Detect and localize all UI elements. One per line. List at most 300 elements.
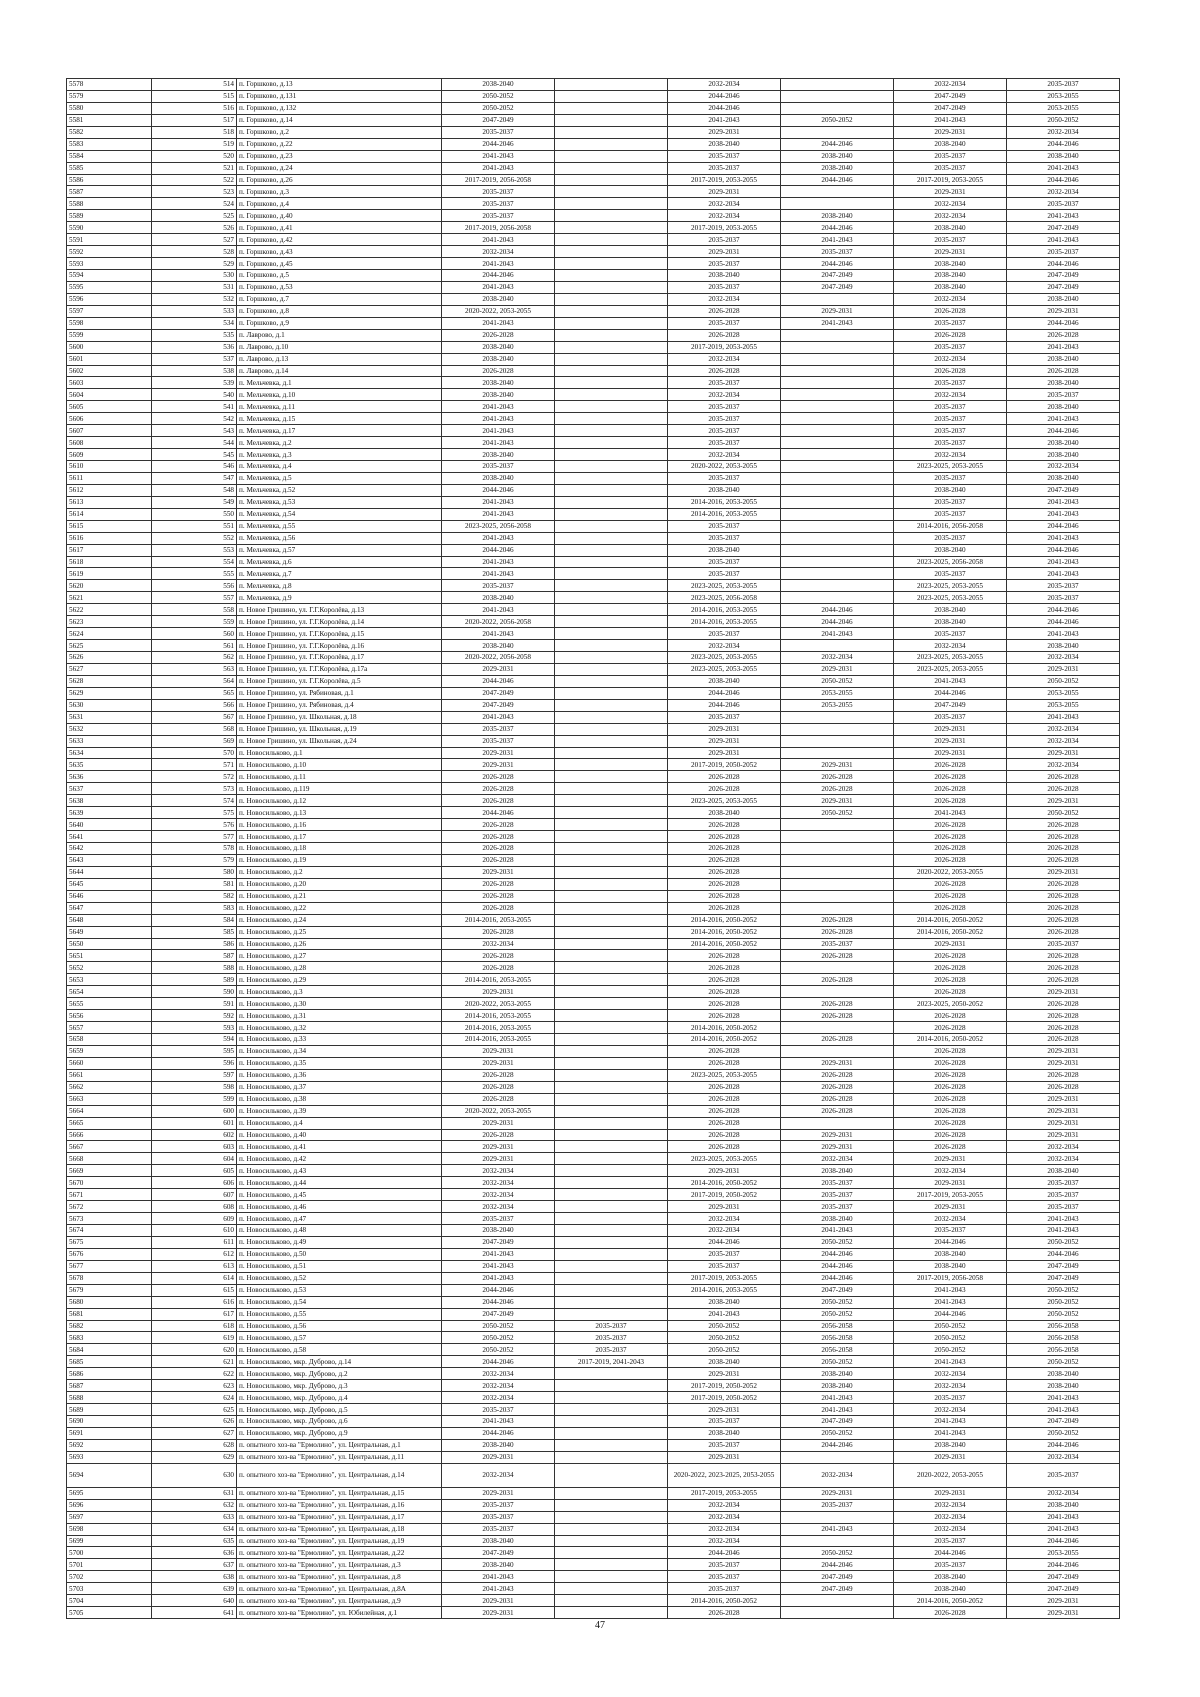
address-cell: п. Новосильково, д.33 [237, 1034, 442, 1046]
period-cell: 2029-2031 [894, 1153, 1007, 1165]
period-cell: 2029-2031 [668, 1201, 781, 1213]
period-cell: 2041-2043 [442, 281, 555, 293]
table-row [67, 1045, 1120, 1057]
period-cell: 2035-2037 [668, 425, 781, 437]
period-cell: 2035-2037 [1007, 1201, 1120, 1213]
period-cell: 2014-2016, 2053-2055 [442, 974, 555, 986]
item-number: 634 [152, 1523, 237, 1535]
period-cell [555, 1535, 668, 1547]
item-number: 554 [152, 556, 237, 568]
table-row [67, 580, 1120, 592]
period-cell: 2032-2034 [894, 293, 1007, 305]
row-number: 5695 [67, 1487, 152, 1499]
period-cell: 2032-2034 [442, 1368, 555, 1380]
period-cell: 2038-2040 [442, 1535, 555, 1547]
address-cell: п. опытного хоз-ва "Ермолино", ул. Центральная, д.8 [237, 1571, 442, 1583]
period-cell: 2044-2046 [442, 675, 555, 687]
period-cell: 2050-2052 [1007, 114, 1120, 126]
address-cell: п. Новосильково, д.51 [237, 1260, 442, 1272]
period-cell: 2035-2037 [442, 1511, 555, 1523]
period-cell: 2050-2052 [1007, 1427, 1120, 1439]
period-cell: 2041-2043 [1007, 628, 1120, 640]
address-cell: п. Горшково, д.131 [237, 90, 442, 102]
address-cell: п. Новосильково, д.1 [237, 747, 442, 759]
address-cell: п. Новосильково, д.49 [237, 1236, 442, 1248]
table-row [67, 723, 1120, 735]
address-cell: п. Новосильково, д.37 [237, 1081, 442, 1093]
item-number: 592 [152, 1010, 237, 1022]
row-number: 5669 [67, 1165, 152, 1177]
period-cell: 2041-2043 [442, 1248, 555, 1260]
period-cell: 2026-2028 [668, 1129, 781, 1141]
period-cell: 2035-2037 [781, 1189, 894, 1201]
period-cell [555, 1093, 668, 1105]
period-cell [781, 1022, 894, 1034]
table-row [67, 1499, 1120, 1511]
address-cell: п. опытного хоз-ва "Ермолино", ул. Центральная, д.18 [237, 1523, 442, 1535]
table-row [67, 210, 1120, 222]
period-cell: 2032-2034 [894, 389, 1007, 401]
item-number: 588 [152, 962, 237, 974]
table-row [67, 353, 1120, 365]
period-cell: 2044-2046 [894, 1308, 1007, 1320]
period-cell: 2014-2016, 2053-2055 [442, 1010, 555, 1022]
table-row [67, 1523, 1120, 1535]
item-number: 552 [152, 532, 237, 544]
row-number: 5588 [67, 198, 152, 210]
period-cell: 2029-2031 [1007, 986, 1120, 998]
period-cell [555, 389, 668, 401]
period-cell: 2026-2028 [894, 843, 1007, 855]
address-cell: п. Новое Гришино, ул. Школьная, д.19 [237, 723, 442, 735]
period-cell: 2050-2052 [781, 807, 894, 819]
period-cell: 2014-2016, 2053-2055 [668, 508, 781, 520]
item-number: 612 [152, 1248, 237, 1260]
row-number: 5647 [67, 902, 152, 914]
period-cell: 2029-2031 [894, 246, 1007, 258]
item-number: 567 [152, 711, 237, 723]
period-cell: 2029-2031 [442, 1451, 555, 1463]
period-cell: 2032-2034 [442, 1380, 555, 1392]
period-cell: 2041-2043 [442, 532, 555, 544]
period-cell [781, 102, 894, 114]
period-cell: 2035-2037 [668, 1416, 781, 1428]
row-number: 5642 [67, 843, 152, 855]
period-cell: 2035-2037 [555, 1332, 668, 1344]
table-row [67, 735, 1120, 747]
period-cell: 2035-2037 [781, 938, 894, 950]
address-cell: п. Мельчевка, д.52 [237, 484, 442, 496]
period-cell [781, 556, 894, 568]
address-cell: п. Новосильково, д.30 [237, 998, 442, 1010]
row-number: 5605 [67, 401, 152, 413]
period-cell [555, 1308, 668, 1320]
period-cell [781, 1607, 894, 1619]
item-number: 558 [152, 604, 237, 616]
period-cell: 2026-2028 [668, 1093, 781, 1105]
address-cell: п. Новое Гришино, ул. Рябиновая, д.4 [237, 699, 442, 711]
period-cell: 2038-2040 [894, 1571, 1007, 1583]
row-number: 5591 [67, 234, 152, 246]
address-cell: п. Горшково, д.9 [237, 317, 442, 329]
item-number: 537 [152, 353, 237, 365]
item-number: 596 [152, 1057, 237, 1069]
period-cell: 2035-2037 [1007, 938, 1120, 950]
period-cell [781, 365, 894, 377]
period-cell: 2032-2034 [442, 1392, 555, 1404]
item-number: 535 [152, 329, 237, 341]
period-cell [781, 831, 894, 843]
period-cell: 2026-2028 [442, 1129, 555, 1141]
period-cell [555, 902, 668, 914]
period-cell: 2026-2028 [668, 998, 781, 1010]
period-cell: 2047-2049 [1007, 1416, 1120, 1428]
row-number: 5674 [67, 1225, 152, 1237]
table-body [67, 79, 1120, 1619]
period-cell [555, 1439, 668, 1451]
table-row [67, 819, 1120, 831]
row-number: 5641 [67, 831, 152, 843]
period-cell: 2020-2022, 2053-2055 [668, 461, 781, 473]
period-cell: 2035-2037 [894, 508, 1007, 520]
period-cell: 2041-2043 [1007, 341, 1120, 353]
address-cell: п. Новосильково, мкр. Дуброво, д.6 [237, 1416, 442, 1428]
table-row [67, 640, 1120, 652]
item-number: 551 [152, 520, 237, 532]
period-cell: 2035-2037 [668, 532, 781, 544]
period-cell: 2047-2049 [781, 270, 894, 282]
period-cell [555, 675, 668, 687]
period-cell: 2032-2034 [442, 1463, 555, 1487]
period-cell: 2056-2058 [781, 1344, 894, 1356]
table-row [67, 1153, 1120, 1165]
table-row [67, 1368, 1120, 1380]
period-cell: 2035-2037 [1007, 1177, 1120, 1189]
period-cell: 2047-2049 [1007, 1272, 1120, 1284]
table-row [67, 699, 1120, 711]
period-cell [555, 1248, 668, 1260]
row-number: 5672 [67, 1201, 152, 1213]
period-cell: 2050-2052 [442, 1344, 555, 1356]
period-cell: 2044-2046 [781, 174, 894, 186]
table-row [67, 866, 1120, 878]
table-row [67, 162, 1120, 174]
item-number: 519 [152, 138, 237, 150]
item-number: 575 [152, 807, 237, 819]
period-cell [555, 234, 668, 246]
period-cell: 2029-2031 [894, 735, 1007, 747]
address-cell: п. Новосильково, д.56 [237, 1320, 442, 1332]
row-number: 5655 [67, 998, 152, 1010]
table-row [67, 878, 1120, 890]
period-cell: 2038-2040 [668, 675, 781, 687]
row-number: 5610 [67, 461, 152, 473]
period-cell: 2026-2028 [668, 329, 781, 341]
address-cell: п. Новосильково, д.34 [237, 1045, 442, 1057]
period-cell: 2038-2040 [442, 341, 555, 353]
row-number: 5698 [67, 1523, 152, 1535]
address-cell: п. Новосильково, д.10 [237, 759, 442, 771]
period-cell: 2017-2019, 2053-2055 [894, 1189, 1007, 1201]
period-cell: 2038-2040 [442, 449, 555, 461]
period-cell: 2035-2037 [442, 1523, 555, 1535]
address-cell: п. Горшково, д.22 [237, 138, 442, 150]
period-cell: 2026-2028 [442, 819, 555, 831]
period-cell: 2014-2016, 2053-2055 [668, 496, 781, 508]
period-cell: 2026-2028 [781, 926, 894, 938]
row-number: 5616 [67, 532, 152, 544]
item-number: 578 [152, 843, 237, 855]
period-cell: 2032-2034 [894, 353, 1007, 365]
period-cell: 2050-2052 [781, 675, 894, 687]
period-cell: 2044-2046 [1007, 1439, 1120, 1451]
period-cell: 2038-2040 [668, 1296, 781, 1308]
period-cell [555, 222, 668, 234]
period-cell: 2029-2031 [1007, 1093, 1120, 1105]
period-cell [555, 1034, 668, 1046]
period-cell [555, 1225, 668, 1237]
period-cell: 2041-2043 [442, 508, 555, 520]
period-cell: 2014-2016, 2050-2052 [668, 1595, 781, 1607]
row-number: 5688 [67, 1392, 152, 1404]
item-number: 619 [152, 1332, 237, 1344]
period-cell: 2029-2031 [781, 1487, 894, 1499]
table-row [67, 986, 1120, 998]
table-row [67, 186, 1120, 198]
period-cell: 2035-2037 [781, 1499, 894, 1511]
row-number: 5646 [67, 890, 152, 902]
period-cell [781, 496, 894, 508]
address-cell: п. Новосильково, мкр. Дуброво, д.3 [237, 1380, 442, 1392]
period-cell: 2041-2043 [442, 150, 555, 162]
period-cell [555, 926, 668, 938]
period-cell: 2032-2034 [442, 1177, 555, 1189]
table-row [67, 532, 1120, 544]
item-number: 627 [152, 1427, 237, 1439]
period-cell: 2035-2037 [894, 628, 1007, 640]
item-number: 591 [152, 998, 237, 1010]
address-cell: п. Новосильково, д.42 [237, 1153, 442, 1165]
address-cell: п. Горшково, д.14 [237, 114, 442, 126]
item-number: 518 [152, 126, 237, 138]
period-cell: 2041-2043 [781, 628, 894, 640]
period-cell: 2044-2046 [1007, 604, 1120, 616]
period-cell: 2032-2034 [1007, 1153, 1120, 1165]
period-cell [555, 293, 668, 305]
period-cell: 2029-2031 [1007, 1057, 1120, 1069]
address-cell: п. Мельчевка, д.53 [237, 496, 442, 508]
item-number: 620 [152, 1344, 237, 1356]
period-cell: 2041-2043 [442, 437, 555, 449]
period-cell: 2044-2046 [1007, 616, 1120, 628]
period-cell [555, 210, 668, 222]
period-cell: 2044-2046 [781, 258, 894, 270]
period-cell: 2026-2028 [1007, 962, 1120, 974]
address-cell: п. Горшково, д.24 [237, 162, 442, 174]
period-cell: 2032-2034 [894, 210, 1007, 222]
item-number: 601 [152, 1117, 237, 1129]
period-cell: 2038-2040 [1007, 449, 1120, 461]
period-cell: 2041-2043 [442, 628, 555, 640]
period-cell: 2050-2052 [894, 1320, 1007, 1332]
table-row [67, 1595, 1120, 1607]
row-number: 5623 [67, 616, 152, 628]
table-row [67, 365, 1120, 377]
address-cell: п. Новосильково, д.35 [237, 1057, 442, 1069]
table-row [67, 484, 1120, 496]
period-cell: 2038-2040 [1007, 1499, 1120, 1511]
period-cell: 2032-2034 [894, 1368, 1007, 1380]
item-number: 600 [152, 1105, 237, 1117]
period-cell: 2029-2031 [1007, 1105, 1120, 1117]
period-cell: 2044-2046 [442, 1427, 555, 1439]
address-cell: п. Новосильково, д.47 [237, 1213, 442, 1225]
table-row [67, 663, 1120, 675]
period-cell: 2026-2028 [781, 998, 894, 1010]
item-number: 593 [152, 1022, 237, 1034]
table-row [67, 783, 1120, 795]
period-cell [555, 1069, 668, 1081]
period-cell: 2041-2043 [894, 1284, 1007, 1296]
period-cell: 2041-2043 [442, 1416, 555, 1428]
period-cell: 2026-2028 [668, 866, 781, 878]
table-row [67, 317, 1120, 329]
row-number: 5704 [67, 1595, 152, 1607]
row-number: 5624 [67, 628, 152, 640]
period-cell: 2032-2034 [668, 389, 781, 401]
row-number: 5694 [67, 1463, 152, 1487]
period-cell: 2023-2025, 2053-2055 [668, 795, 781, 807]
period-cell [555, 819, 668, 831]
row-number: 5600 [67, 341, 152, 353]
address-cell: п. Новосильково, д.57 [237, 1332, 442, 1344]
row-number: 5594 [67, 270, 152, 282]
address-cell: п. опытного хоз-ва "Ермолино", ул. Центральная, д.16 [237, 1499, 442, 1511]
period-cell [555, 1583, 668, 1595]
row-number: 5643 [67, 854, 152, 866]
period-cell [555, 305, 668, 317]
item-number: 584 [152, 914, 237, 926]
period-cell [555, 281, 668, 293]
period-cell: 2044-2046 [1007, 317, 1120, 329]
period-cell: 2017-2019, 2050-2052 [668, 759, 781, 771]
address-cell: п. Новосильково, д.2 [237, 866, 442, 878]
address-cell: п. Новосильково, д.19 [237, 854, 442, 866]
period-cell [781, 1595, 894, 1607]
period-cell: 2029-2031 [442, 1595, 555, 1607]
address-cell: п. Горшково, д.43 [237, 246, 442, 258]
period-cell: 2035-2037 [894, 1225, 1007, 1237]
item-number: 640 [152, 1595, 237, 1607]
period-cell [555, 1427, 668, 1439]
table-row [67, 1308, 1120, 1320]
period-cell [781, 866, 894, 878]
period-cell: 2029-2031 [442, 1057, 555, 1069]
address-cell: п. Новое Гришино, ул. Школьная, д.18 [237, 711, 442, 723]
period-cell: 2038-2040 [894, 270, 1007, 282]
period-cell: 2038-2040 [442, 1225, 555, 1237]
row-number: 5657 [67, 1022, 152, 1034]
address-cell: п. Новосильково, д.54 [237, 1296, 442, 1308]
period-cell: 2026-2028 [894, 831, 1007, 843]
period-cell: 2035-2037 [668, 413, 781, 425]
period-cell: 2044-2046 [668, 699, 781, 711]
period-cell: 2023-2025, 2050-2052 [894, 998, 1007, 1010]
period-cell: 2044-2046 [442, 484, 555, 496]
period-cell [781, 1535, 894, 1547]
period-cell: 2038-2040 [894, 604, 1007, 616]
period-cell: 2026-2028 [1007, 1010, 1120, 1022]
period-cell [555, 854, 668, 866]
period-cell: 2017-2019, 2053-2055 [668, 174, 781, 186]
item-number: 632 [152, 1499, 237, 1511]
period-cell: 2026-2028 [668, 783, 781, 795]
period-cell: 2044-2046 [668, 687, 781, 699]
period-cell: 2038-2040 [894, 1583, 1007, 1595]
row-number: 5671 [67, 1189, 152, 1201]
period-cell [555, 914, 668, 926]
period-cell [555, 723, 668, 735]
period-cell: 2047-2049 [1007, 484, 1120, 496]
period-cell: 2035-2037 [894, 413, 1007, 425]
table-row [67, 329, 1120, 341]
table-row [67, 974, 1120, 986]
period-cell: 2029-2031 [1007, 866, 1120, 878]
period-cell: 2041-2043 [894, 1427, 1007, 1439]
period-cell: 2044-2046 [1007, 425, 1120, 437]
period-cell: 2038-2040 [894, 281, 1007, 293]
row-number: 5678 [67, 1272, 152, 1284]
item-number: 528 [152, 246, 237, 258]
period-cell [555, 974, 668, 986]
period-cell [555, 1523, 668, 1535]
period-cell: 2041-2043 [1007, 508, 1120, 520]
item-number: 585 [152, 926, 237, 938]
period-cell: 2038-2040 [894, 1260, 1007, 1272]
period-cell: 2014-2016, 2050-2052 [894, 1595, 1007, 1607]
period-cell: 2035-2037 [1007, 1189, 1120, 1201]
period-cell [555, 496, 668, 508]
period-cell: 2035-2037 [894, 162, 1007, 174]
table-row [67, 150, 1120, 162]
period-cell: 2029-2031 [1007, 1117, 1120, 1129]
item-number: 515 [152, 90, 237, 102]
period-cell: 2029-2031 [894, 1487, 1007, 1499]
period-cell: 2050-2052 [894, 1344, 1007, 1356]
period-cell [555, 735, 668, 747]
period-cell: 2014-2016, 2050-2052 [668, 914, 781, 926]
table-row [67, 1272, 1120, 1284]
address-cell: п. Новосильково, мкр. Дуброво, д.5 [237, 1404, 442, 1416]
period-cell: 2035-2037 [894, 341, 1007, 353]
period-cell: 2032-2034 [668, 1213, 781, 1225]
period-cell: 2035-2037 [442, 723, 555, 735]
row-number: 5690 [67, 1416, 152, 1428]
period-cell: 2041-2043 [1007, 496, 1120, 508]
period-cell: 2026-2028 [894, 1022, 1007, 1034]
period-cell [555, 663, 668, 675]
row-number: 5580 [67, 102, 152, 114]
period-cell: 2035-2037 [894, 711, 1007, 723]
period-cell: 2026-2028 [668, 831, 781, 843]
period-cell: 2044-2046 [781, 604, 894, 616]
row-number: 5626 [67, 652, 152, 664]
period-cell [555, 1260, 668, 1272]
period-cell [781, 711, 894, 723]
period-cell: 2035-2037 [442, 186, 555, 198]
period-cell: 2035-2037 [668, 162, 781, 174]
item-number: 521 [152, 162, 237, 174]
